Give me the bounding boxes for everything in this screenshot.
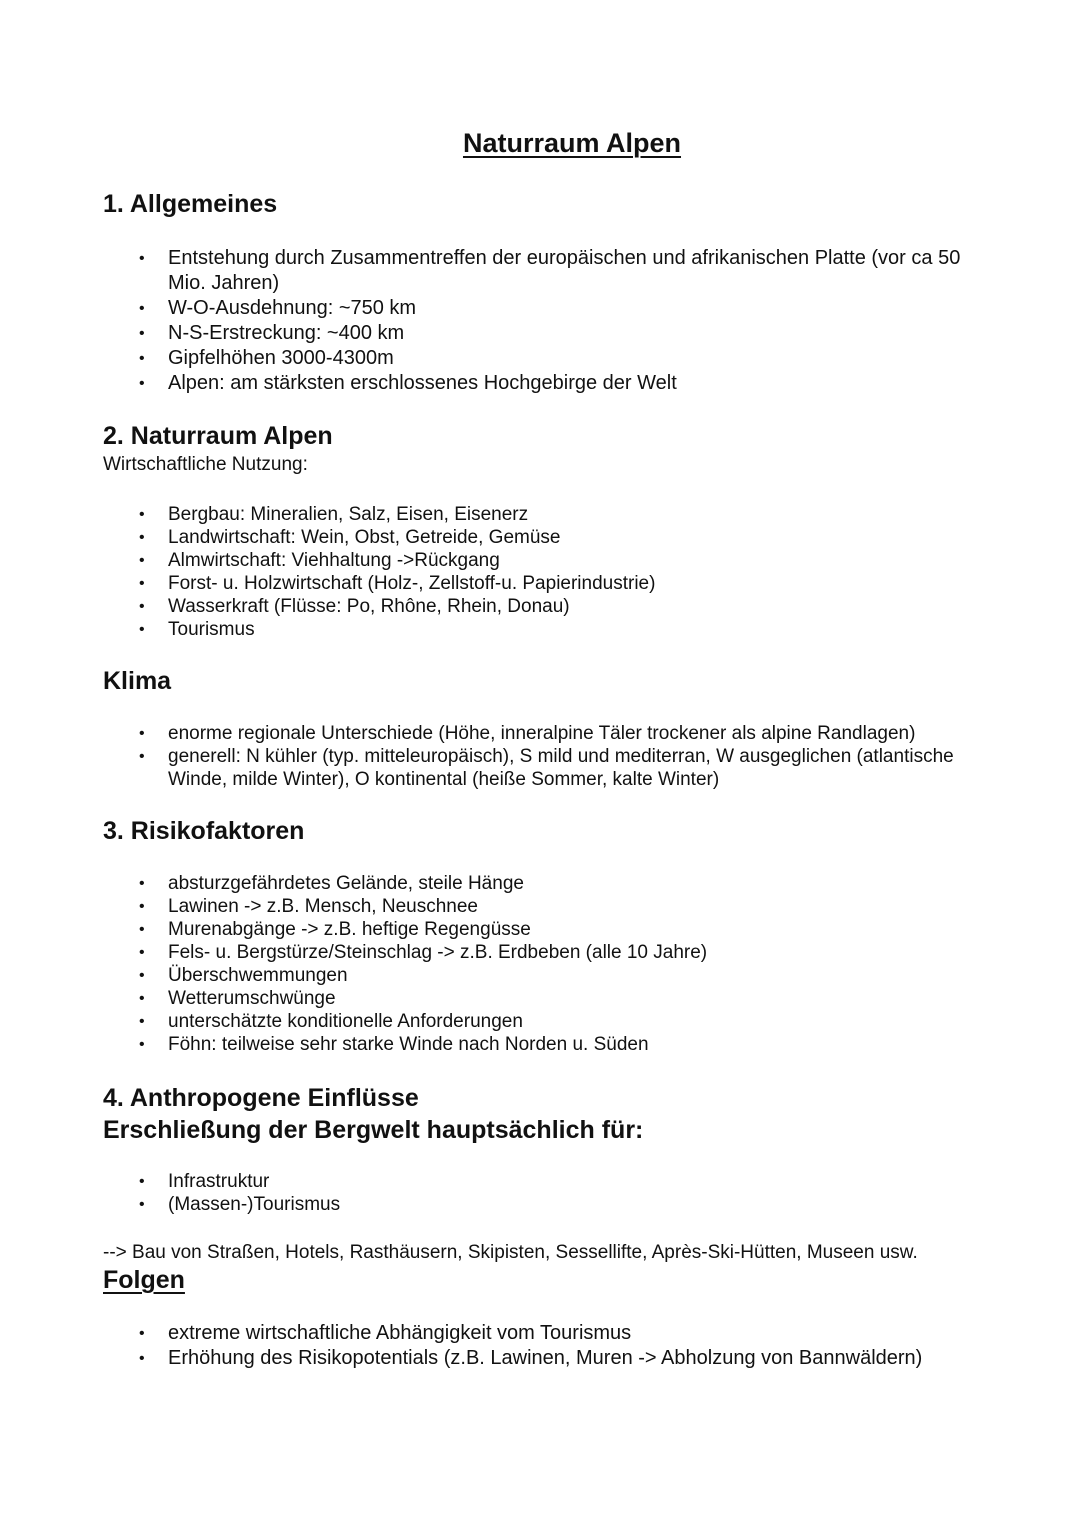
- bullet-icon: •: [139, 944, 145, 961]
- list-item: • Überschwemmungen: [139, 965, 348, 986]
- list-item: • Alpen: am stärksten erschlossenes Hochgebirge der Welt: [139, 372, 677, 394]
- list-item: • absturzgefährdetes Gelände, steile Hänge: [139, 873, 524, 894]
- bullet-icon: •: [139, 598, 145, 615]
- list-item: • Almwirtschaft: Viehhaltung ->Rückgang: [139, 550, 500, 571]
- list-nutzung: [103, 503, 983, 641]
- list-item: • Forst- u. Holzwirtschaft (Holz-, Zellstoff-u. Papierindustrie): [139, 573, 656, 594]
- bullet-icon: •: [139, 898, 145, 915]
- list-item: • Wetterumschwünge: [139, 988, 336, 1009]
- bullet-icon: •: [139, 725, 145, 742]
- list-item: • unterschätzte konditionelle Anforderungen: [139, 1011, 523, 1032]
- section-heading-naturraum: 2. Naturraum Alpen: [103, 422, 333, 450]
- list-item: • enorme regionale Unterschiede (Höhe, inneralpine Täler trockener als alpine Randlagen): [139, 723, 916, 744]
- list-allgemeines: [103, 246, 983, 396]
- bullet-icon: •: [139, 748, 145, 765]
- bullet-icon: •: [139, 506, 145, 523]
- bullet-icon: •: [139, 1173, 145, 1190]
- section-heading-anthropogene-einfluesse: 4. Anthropogene Einflüsse: [103, 1084, 419, 1112]
- bullet-icon: •: [139, 575, 145, 592]
- list-item: • extreme wirtschaftliche Abhängigkeit vom Tourismus: [139, 1322, 632, 1344]
- section-heading-allgemeines: 1. Allgemeines: [103, 190, 278, 218]
- list-folgen: [103, 1321, 933, 1371]
- section-heading-folgen: Folgen: [103, 1266, 185, 1294]
- list-klima: [103, 722, 963, 791]
- section-heading-klima: Klima: [103, 667, 172, 695]
- bullet-icon: •: [139, 375, 145, 392]
- list-item: • Föhn: teilweise sehr starke Winde nach Norden u. Süden: [139, 1034, 649, 1055]
- bullet-icon: •: [139, 967, 145, 984]
- bullet-icon: •: [139, 875, 145, 892]
- page-title: Naturraum Alpen: [462, 128, 682, 158]
- list-item: • Entstehung durch Zusammentreffen der europäischen und afrikanischen Platte (vor ca 50 Mio. Jahren): [139, 247, 961, 294]
- bullet-icon: •: [139, 325, 145, 342]
- bullet-icon: •: [139, 350, 145, 367]
- bullet-icon: •: [139, 552, 145, 569]
- list-item: • Fels- u. Bergstürze/Steinschlag -> z.B. Erdbeben (alle 10 Jahre): [139, 942, 708, 963]
- list-item: • (Massen-)Tourismus: [139, 1194, 341, 1215]
- list-item: • generell: N kühler (typ. mitteleuropäisch), S mild und mediterran, W ausgeglichen (atlantische Winde, milde Winter), O kontinental (heiße Sommer, kalte Winter): [139, 746, 954, 790]
- bullet-icon: •: [139, 1350, 145, 1367]
- list-item: • Murenabgänge -> z.B. heftige Regengüsse: [139, 919, 531, 940]
- list-item: • Erhöhung des Risikopotentials (z.B. Lawinen, Muren -> Abholzung von Bannwäldern): [139, 1347, 923, 1369]
- list-item: • Wasserkraft (Flüsse: Po, Rhône, Rhein, Donau): [139, 596, 570, 617]
- bullet-icon: •: [139, 1325, 145, 1342]
- bullet-icon: •: [139, 1196, 145, 1213]
- list-item: • N-S-Erstreckung: ~400 km: [139, 322, 405, 344]
- list-item: • Infrastruktur: [139, 1171, 270, 1192]
- bullet-icon: •: [139, 1013, 145, 1030]
- bullet-icon: •: [139, 529, 145, 546]
- list-item: • Bergbau: Mineralien, Salz, Eisen, Eisenerz: [139, 504, 529, 525]
- section-subheading-erschliessung: Erschließung der Bergwelt hauptsächlich für:: [103, 1116, 644, 1144]
- list-item: • Lawinen -> z.B. Mensch, Neuschnee: [139, 896, 478, 917]
- list-item: • W-O-Ausdehnung: ~750 km: [139, 297, 417, 319]
- note-bau: --> Bau von Straßen, Hotels, Rasthäusern, Skipisten, Sessellifte, Après-Ski-Hütten, Museen usw.: [103, 1242, 918, 1263]
- subtitle-wirtschaftliche-nutzung: Wirtschaftliche Nutzung:: [103, 454, 308, 475]
- bullet-icon: •: [139, 300, 145, 317]
- list-item: • Landwirtschaft: Wein, Obst, Getreide, Gemüse: [139, 527, 561, 548]
- list-risikofaktoren: [103, 872, 983, 1056]
- bullet-icon: •: [139, 250, 145, 267]
- section-heading-risikofaktoren: 3. Risikofaktoren: [103, 817, 305, 845]
- bullet-icon: •: [139, 990, 145, 1007]
- list-item: • Tourismus: [139, 619, 255, 640]
- bullet-icon: •: [139, 1036, 145, 1053]
- list-erschliessung: [103, 1170, 983, 1216]
- bullet-icon: •: [139, 921, 145, 938]
- bullet-icon: •: [139, 621, 145, 638]
- list-item: • Gipfelhöhen 3000-4300m: [139, 347, 394, 369]
